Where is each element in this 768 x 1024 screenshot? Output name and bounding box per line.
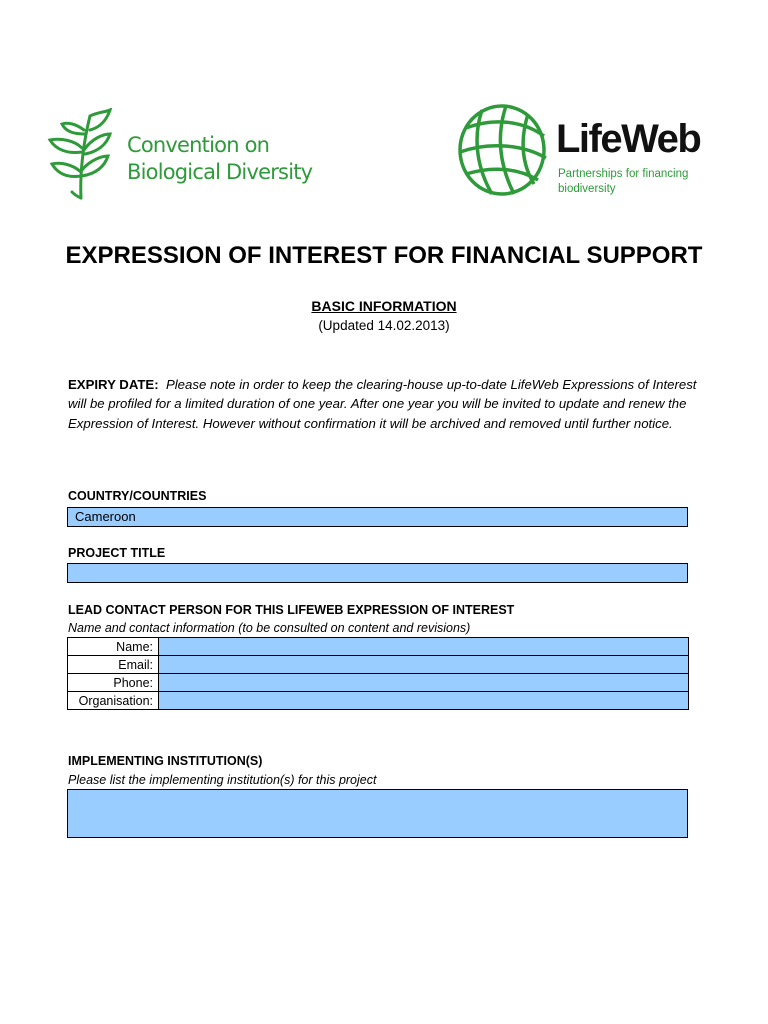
implementing-label: IMPLEMENTING INSTITUTION(S) <box>68 754 263 768</box>
table-row <box>68 638 689 656</box>
page-title: EXPRESSION OF INTEREST FOR FINANCIAL SUPPORT <box>65 242 703 269</box>
expiry-label: EXPIRY DATE: <box>68 377 159 392</box>
implementing-field[interactable] <box>67 789 688 838</box>
contact-name-field[interactable] <box>159 638 689 656</box>
lead-contact-label: LEAD CONTACT PERSON FOR THIS LIFEWEB EXPRESSION OF INTEREST <box>68 603 515 617</box>
table-row <box>68 656 689 674</box>
country-field[interactable]: Cameroon <box>67 507 688 527</box>
contact-phone-key: Phone: <box>68 674 159 692</box>
lifeweb-logo-tagline <box>558 167 688 197</box>
lead-contact-note: Name and contact information (to be consulted on content and revisions) <box>68 621 471 635</box>
contact-organisation-field[interactable] <box>159 692 689 710</box>
lead-contact-table <box>67 637 689 710</box>
country-label: COUNTRY/COUNTRIES <box>68 489 207 503</box>
table-row <box>68 674 689 692</box>
cbd-logo-text <box>127 132 312 186</box>
lifeweb-tag-line1: Partnerships for financing <box>558 168 689 180</box>
section-subtitle: BASIC INFORMATION <box>311 298 457 314</box>
contact-phone-field[interactable] <box>159 674 689 692</box>
contact-name-key: Name: <box>68 638 159 656</box>
updated-date: (Updated 14.02.2013) <box>318 318 450 333</box>
cbd-logo-line2: Biological Diversity <box>127 160 313 184</box>
lifeweb-logo-name: LifeWeb <box>556 117 701 161</box>
expiry-text: Please note in order to keep the clearing-house up-to-date LifeWeb Expressions of Interest will be profiled for a limited duration of one year. After one year you will be invited to update and renew the Expression of Interest. However without confirmation it will be archived and removed until further notice. <box>68 377 697 431</box>
implementing-note: Please list the implementing institution(s) for this project <box>68 773 377 787</box>
table-row <box>68 692 689 710</box>
contact-organisation-key: Organisation: <box>68 692 159 710</box>
contact-email-field[interactable] <box>159 656 689 674</box>
lifeweb-tag-line2: biodiversity <box>558 183 616 195</box>
project-title-label: PROJECT TITLE <box>68 546 166 560</box>
project-title-field[interactable] <box>67 563 688 583</box>
cbd-logo-line1: Convention on <box>127 133 270 157</box>
expiry-notice <box>68 375 698 433</box>
contact-email-key: Email: <box>68 656 159 674</box>
